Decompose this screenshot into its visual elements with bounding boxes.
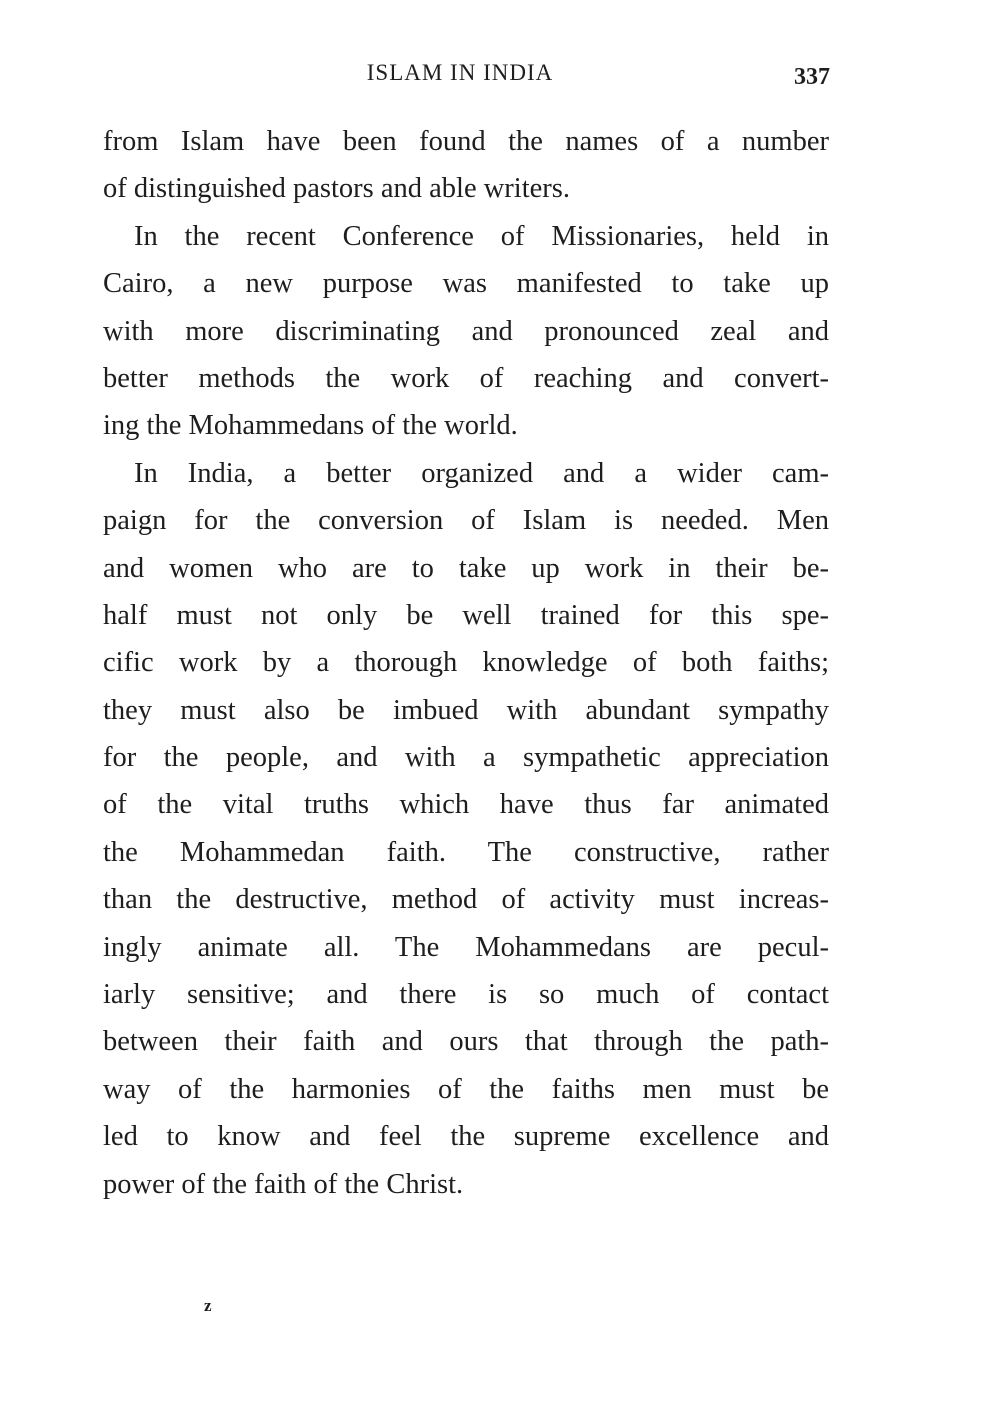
page-number: 337	[794, 64, 830, 90]
text-line: than the destructive, method of activity must increas-	[103, 884, 829, 916]
signature-mark: z	[204, 1296, 212, 1315]
text-line: iarly sensitive; and there is so much of contact	[103, 979, 829, 1011]
text-line: ingly animate all. The Mohammedans are pecul-	[103, 931, 829, 963]
text-line: In the recent Conference of Missionaries, held in	[134, 220, 829, 252]
text-line: better methods the work of reaching and convert-	[103, 362, 829, 394]
text-line: power of the faith of the Christ.	[103, 1168, 464, 1200]
text-line: paign for the conversion of Islam is needed. Men	[103, 505, 829, 537]
running-title: ISLAM IN INDIA	[366, 60, 554, 85]
text-line: they must also be imbued with abundant sympathy	[103, 694, 829, 726]
running-head	[0, 60, 1000, 96]
text-line: of distinguished pastors and able writers.	[103, 173, 570, 205]
text-line: of the vital truths which have thus far animated	[103, 789, 829, 821]
text-line: the Mohammedan faith. The constructive, rather	[103, 836, 829, 868]
text-line: In India, a better organized and a wider cam-	[134, 457, 829, 489]
text-line: between their faith and ours that through the path-	[103, 1026, 829, 1058]
text-line: from Islam have been found the names of a number	[103, 126, 829, 157]
body-text	[103, 118, 829, 1208]
text-line: half must not only be well trained for this spe-	[103, 599, 829, 631]
text-line: with more discriminating and pronounced zeal and	[103, 315, 829, 347]
text-line: ing the Mohammedans of the world.	[103, 410, 518, 442]
text-line: led to know and feel the supreme excellence and	[103, 1121, 829, 1153]
text-line: and women who are to take up work in their be-	[103, 552, 829, 584]
text-line: for the people, and with a sympathetic appreciation	[103, 742, 829, 774]
text-line: Cairo, a new purpose was manifested to take up	[103, 268, 829, 300]
text-line: way of the harmonies of the faiths men must be	[103, 1073, 829, 1105]
text-line: cific work by a thorough knowledge of both faiths;	[103, 647, 829, 679]
